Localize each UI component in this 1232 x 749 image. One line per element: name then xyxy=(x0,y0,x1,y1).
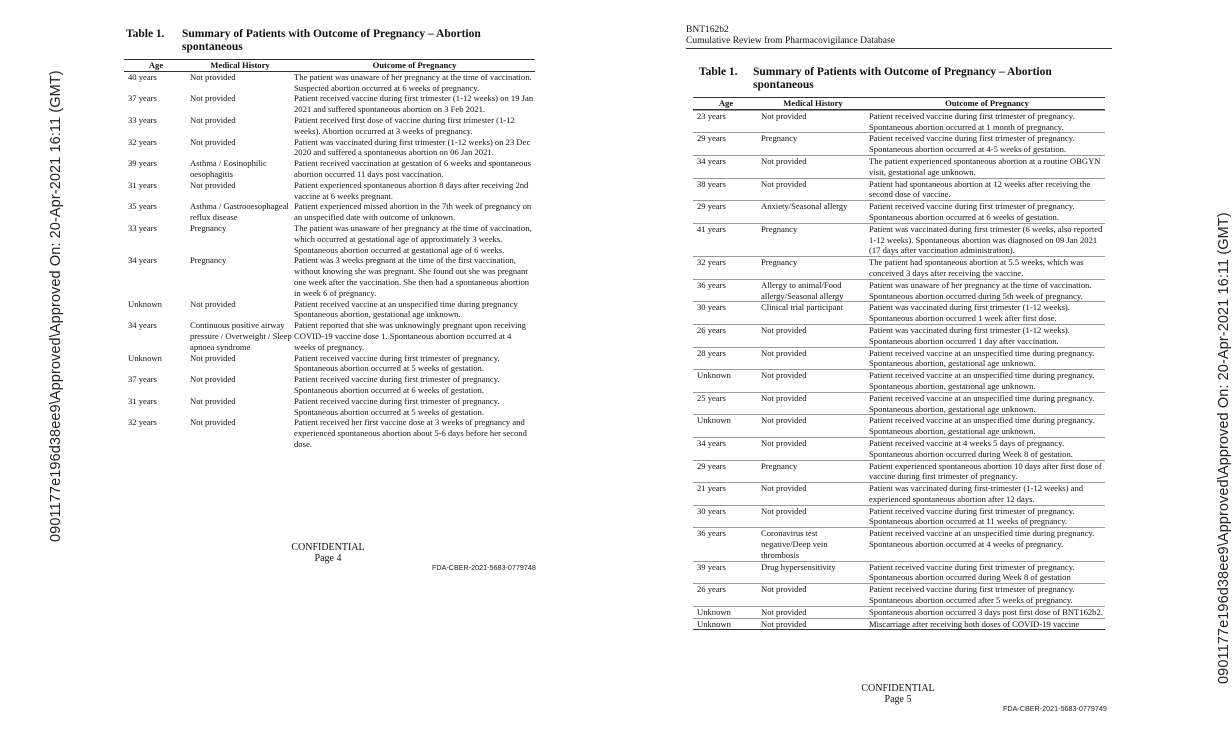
cell-medical-history: Clinical trial participant xyxy=(761,302,844,313)
confidential-label: CONFIDENTIAL xyxy=(291,542,365,553)
cell-medical-history: Not provided xyxy=(190,179,236,190)
cell-outcome: Patient received vaccine during first trimester of pregnancy. Spontaneous abortion occurred at 6 weeks of gestation. xyxy=(869,201,1075,222)
cell-outcome: Patient received vaccine during first trimester of pregnancy. Spontaneous abortion occurred at 4-5 weeks of gestation. xyxy=(869,133,1075,155)
page-number: Page 5 xyxy=(884,694,912,705)
cell-outcome: The patient was unaware of her pregnancy at the time of vaccination, which occurred at gestational age of approximately 3 weeks. Spontaneous abortion occurred at gestational age of 6 weeks. xyxy=(294,222,532,255)
cell-age: 23 years xyxy=(697,110,726,121)
cell-outcome: Patient received vaccine at an unspecified time during pregnancy. Spontaneous abortion occurred at 4 weeks of pregnancy. xyxy=(869,528,1095,550)
cell-medical-history: Asthma / Eosinophilic oesophagitis xyxy=(190,158,267,179)
cell-age: 39 years xyxy=(128,158,157,169)
cell-medical-history: Not provided xyxy=(190,374,236,385)
table-row xyxy=(693,583,1105,606)
column-header-medical-history: Medical History xyxy=(210,60,270,70)
cell-outcome: Patient received vaccine during first trimester of pregnancy. Spontaneous abortion occurred at 6 weeks of gestation. xyxy=(294,374,500,395)
cell-medical-history: Not provided xyxy=(761,584,807,595)
table-row xyxy=(693,200,1105,223)
cell-outcome: Patient experienced spontaneous abortion 8 days after receiving 2nd vaccine at 6 weeks pregnant. xyxy=(294,179,529,201)
table-row xyxy=(693,414,1105,437)
running-header xyxy=(686,25,1112,49)
cell-outcome: Spontaneous abortion occurred 3 days post first dose of BNT162b2. xyxy=(869,606,1103,617)
cell-age: 32 years xyxy=(128,136,157,147)
cell-medical-history: Continuous positive airway pressure / Overweight / Sleep apnoea syndrome xyxy=(190,320,292,352)
table-header xyxy=(693,97,1105,110)
table-row xyxy=(693,606,1105,618)
cell-medical-history: Not provided xyxy=(190,93,236,104)
cell-medical-history: Pregnancy xyxy=(761,257,798,268)
table-label: Table 1. xyxy=(699,66,738,78)
table-body xyxy=(124,72,535,450)
cell-age: 33 years xyxy=(128,114,157,125)
cell-medical-history: Not provided xyxy=(761,606,807,617)
cell-outcome: Patient had spontaneous abortion at 12 weeks after receiving the second dose of vaccine. xyxy=(869,178,1091,200)
table-row xyxy=(124,374,535,396)
table-title-text: Summary of Patients with Outcome of Pregnancy – Abortion spontaneous xyxy=(182,28,481,53)
cell-outcome: Patient received vaccine at an unspecified time during pregnancy. Spontaneous abortion, gestational age unknown. xyxy=(869,370,1095,391)
table-row xyxy=(124,223,535,255)
table-row xyxy=(124,93,535,115)
cell-outcome: Patient received vaccine during first trimester of pregnancy. Spontaneous abortion occurred after 5 weeks of pregnancy. xyxy=(869,584,1075,606)
cell-outcome: Patient was vaccinated during first trimester (1-12 weeks) on 23 Dec 2020 and suffered a spontaneous abortion on 06 Jan 2021. xyxy=(294,136,531,158)
column-header-outcome: Outcome of Pregnancy xyxy=(945,98,1029,108)
cell-medical-history: Not provided xyxy=(761,370,807,381)
table-title-text: Summary of Patients with Outcome of Pregnancy – Abortion spontaneous xyxy=(753,66,1052,91)
table-row xyxy=(124,396,535,418)
table-title xyxy=(126,28,526,56)
approval-stamp: 0901177e196d38ee9\Approved\Approved On: 20-Apr-2021 16:11 (GMT) xyxy=(1216,212,1232,684)
cell-medical-history: Not provided xyxy=(761,178,807,189)
cell-outcome: Patient received vaccine at an unspecified time during pregnancy. Spontaneous abortion, gestational age unknown. xyxy=(869,415,1095,437)
cell-medical-history: Pregnancy xyxy=(761,133,798,144)
cell-age: 36 years xyxy=(697,528,726,539)
table-row xyxy=(124,115,535,137)
cell-outcome: Patient was unaware of her pregnancy at the time of vaccination. Spontaneous abortion occurred during 5th week of pregnancy. xyxy=(869,279,1092,301)
cell-medical-history: Pregnancy xyxy=(761,223,798,234)
cell-age: 34 years xyxy=(128,320,157,331)
cell-age: 34 years xyxy=(128,255,157,266)
table-row xyxy=(693,561,1105,584)
page-number: Page 4 xyxy=(314,553,342,564)
cell-medical-history: Coronavirus test negative/Deep vein thrombosis xyxy=(761,528,828,560)
cell-age: 41 years xyxy=(697,223,726,234)
cell-medical-history: Not provided xyxy=(761,505,807,516)
cell-age: 32 years xyxy=(697,257,726,268)
cell-age: 35 years xyxy=(128,201,157,212)
cell-age: 33 years xyxy=(128,222,157,233)
cell-outcome: Patient received vaccination at gestation of 6 weeks and spontaneous abortion occurred 11 days post vaccination. xyxy=(294,158,531,179)
cell-outcome: Patient was vaccinated during first-trimester (1-12 weeks) and experienced spontaneous abortion after 12 days. xyxy=(869,483,1084,504)
cell-outcome: Patient received first dose of vaccine during first trimester (1-12 weeks). Abortion occurred at 3 weeks of pregnancy. xyxy=(294,114,515,136)
cell-age: 37 years xyxy=(128,93,157,104)
cell-outcome: Patient received vaccine during first trimester (1-12 weeks) on 19 Jan 2021 and suffered spontaneous abortion on 3 Feb 2021. xyxy=(294,93,534,115)
table-row xyxy=(693,392,1105,415)
table-row xyxy=(693,460,1105,483)
cell-medical-history: Not provided xyxy=(761,437,807,448)
cell-outcome: Patient received vaccine at an unspecified time during pregnancy. Spontaneous abortion, gestational age unknown. xyxy=(869,392,1095,414)
table-row xyxy=(693,347,1105,370)
table-row xyxy=(693,155,1105,178)
cell-outcome: Patient received vaccine at 4 weeks 5 days of pregnancy. Spontaneous abortion occurred during Week 8 of gestation. xyxy=(869,437,1073,459)
cell-age: 26 years xyxy=(697,584,726,595)
table-row xyxy=(693,437,1105,460)
table-row xyxy=(124,320,535,352)
cell-medical-history: Asthma / Gastrooesophageal reflux disease xyxy=(190,201,289,223)
cell-age: Unknown xyxy=(697,606,731,617)
table-row xyxy=(693,505,1105,528)
table-title xyxy=(699,66,1099,94)
cell-age: Unknown xyxy=(128,298,162,309)
cell-medical-history: Not provided xyxy=(761,324,807,335)
table-row xyxy=(124,353,535,375)
cell-outcome: Patient experienced missed abortion in the 7th week of pregnancy on an unspecified date with outcome of unknown. xyxy=(294,201,532,223)
patient-table xyxy=(693,97,1105,630)
table-row xyxy=(693,527,1105,560)
table-row xyxy=(124,137,535,159)
cell-medical-history: Not provided xyxy=(190,417,236,428)
page-footer xyxy=(280,542,376,564)
cell-outcome: Patient experienced spontaneous abortion 10 days after first dose of vaccine during first trimester of pregnancy. xyxy=(869,460,1102,482)
document-page-4 xyxy=(0,0,600,749)
table-row xyxy=(693,324,1105,347)
cell-age: 37 years xyxy=(128,374,157,385)
patient-table xyxy=(124,59,535,450)
cell-age: 26 years xyxy=(697,324,726,335)
cell-age: 31 years xyxy=(128,395,157,406)
cell-outcome: Patient received vaccine during first trimester of pregnancy. Spontaneous abortion occurred at 11 weeks of pregnancy. xyxy=(869,505,1075,527)
cell-medical-history: Pregnancy xyxy=(761,460,798,471)
cell-medical-history: Not provided xyxy=(761,415,807,426)
table-row xyxy=(693,110,1105,133)
cell-outcome: Patient received vaccine at an unspecified time during pregnancy Spontaneous abortion, gestational age unknown. xyxy=(294,298,518,320)
cell-medical-history: Not provided xyxy=(190,136,236,147)
cell-outcome: Patient was vaccinated during first trimester (1-12 weeks). Spontaneous abortion occurred 1 day after vaccination. xyxy=(869,324,1070,346)
cell-outcome: Patient received vaccine at an unspecified time during pregnancy. Spontaneous abortion, gestational age unknown. xyxy=(869,347,1095,369)
cell-medical-history: Not provided xyxy=(190,298,236,309)
table-row xyxy=(693,369,1105,392)
cell-age: Unknown xyxy=(697,415,731,426)
cell-medical-history: Allergy to animal/Food allergy/Seasonal allergy xyxy=(761,279,844,301)
cell-age: Unknown xyxy=(697,618,731,629)
cell-age: 21 years xyxy=(697,483,726,494)
cell-medical-history: Anxiety/Seasonal allergy xyxy=(761,201,848,212)
cell-medical-history: Not provided xyxy=(190,114,236,125)
table-row xyxy=(693,256,1105,279)
table-header xyxy=(124,59,535,72)
cell-age: 32 years xyxy=(128,417,157,428)
cell-age: 30 years xyxy=(697,302,726,313)
cell-age: Unknown xyxy=(697,370,731,381)
cell-medical-history: Not provided xyxy=(761,618,807,629)
column-header-age: Age xyxy=(718,98,734,108)
cell-outcome: Patient was vaccinated during first trimester (6 weeks, also reported 1-12 weeks). Spontaneous abortion was diagnosed on 09 Jan 2021 (17 days after vaccination administration). xyxy=(869,223,1103,256)
cell-age: 34 years xyxy=(697,155,726,166)
cell-medical-history: Not provided xyxy=(761,110,807,121)
cell-medical-history: Not provided xyxy=(190,395,236,406)
table-row xyxy=(693,618,1105,631)
cell-medical-history: Not provided xyxy=(190,352,236,363)
cell-outcome: Patient received vaccine during first trimester of pregnancy. Spontaneous abortion occurred at 5 weeks of gestation. xyxy=(294,352,500,374)
cell-outcome: Patient received vaccine during first trimester of pregnancy. Spontaneous abortion occurred during Week 8 of gestation xyxy=(869,561,1075,583)
cell-age: Unknown xyxy=(128,352,162,363)
document-id: FDA-CBER-2021-5683-0779749 xyxy=(1003,704,1107,713)
cell-age: 40 years xyxy=(128,71,157,82)
cell-age: 31 years xyxy=(128,179,157,190)
cell-age: 36 years xyxy=(697,279,726,290)
confidential-label: CONFIDENTIAL xyxy=(861,683,935,694)
table-row xyxy=(693,279,1105,302)
column-header-outcome: Outcome of Pregnancy xyxy=(372,60,457,70)
cell-outcome: The patient was unaware of her pregnancy at the time of vaccination. Suspected abortion occurred at 6 weeks of pregnancy. xyxy=(294,71,532,93)
cell-medical-history: Not provided xyxy=(761,392,807,403)
table-row xyxy=(124,158,535,180)
cell-outcome: Miscarriage after receiving both doses of COVID-19 vaccine xyxy=(869,618,1080,629)
cell-outcome: The patient had spontaneous abortion at 5.5 weeks, which was conceived 3 days after receiving the vaccine. xyxy=(869,257,1084,278)
cell-medical-history: Not provided xyxy=(190,71,236,82)
cell-medical-history: Not provided xyxy=(761,483,807,494)
table-row xyxy=(124,417,535,449)
table-row xyxy=(693,132,1105,155)
cell-age: 30 years xyxy=(697,505,726,516)
approval-stamp: 0901177e196d38ee9\Approved\Approved On: 20-Apr-2021 16:11 (GMT) xyxy=(48,70,64,542)
column-header-medical-history: Medical History xyxy=(783,98,843,108)
cell-age: 28 years xyxy=(697,347,726,358)
table-row xyxy=(693,178,1105,201)
cell-age: 25 years xyxy=(697,392,726,403)
cell-age: 38 years xyxy=(697,178,726,189)
document-id: FDA-CBER-2021-5683-0779748 xyxy=(432,563,536,572)
cell-age: 29 years xyxy=(697,133,726,144)
table-row xyxy=(124,201,535,223)
cell-medical-history: Pregnancy xyxy=(190,222,227,233)
cell-age: 34 years xyxy=(697,437,726,448)
column-header-age: Age xyxy=(148,60,164,70)
cell-medical-history: Pregnancy xyxy=(190,255,227,266)
cell-outcome: Patient received vaccine during first trimester of pregnancy. Spontaneous abortion occurred at 5 weeks of gestation. xyxy=(294,395,500,417)
table-label: Table 1. xyxy=(126,28,165,40)
header-product: BNT162b2 xyxy=(686,25,729,35)
cell-age: 29 years xyxy=(697,460,726,471)
table-row xyxy=(124,299,535,321)
cell-outcome: The patient experienced spontaneous abortion at a routine OBGYN visit, gestational age unknown. xyxy=(869,155,1101,177)
cell-outcome: Patient was vaccinated during first trimester (1-12 weeks). Spontaneous abortion occurred 1 week after first dose. xyxy=(869,302,1070,324)
table-row xyxy=(693,482,1105,505)
table-row xyxy=(693,223,1105,256)
cell-age: 29 years xyxy=(697,201,726,212)
table-row xyxy=(124,72,535,94)
header-report-title: Cumulative Review from Pharmacovigilance Database xyxy=(686,36,895,46)
cell-outcome: Patient reported that she was unknowingly pregnant upon receiving COVID-19 vaccine dose 1. Spontaneous abortion occurred at 4 weeks of pregnancy. xyxy=(294,320,526,352)
table-body xyxy=(693,110,1105,631)
cell-medical-history: Drug hypersensitivity xyxy=(761,561,836,572)
table-row xyxy=(693,301,1105,324)
cell-outcome: Patient received her first vaccine dose at 3 weeks of pregnancy and experienced spontaneous abortion about 5-6 days before her second dose. xyxy=(294,417,527,449)
cell-outcome: Patient received vaccine during first trimester of pregnancy. Spontaneous abortion occurred at 1 month of pregnancy. xyxy=(869,110,1075,132)
cell-outcome: Patient was 3 weeks pregnant at the time of the first vaccination, without knowing she was pregnant. She found out she was pregnant one week after the vaccination. She then had a spontaneous abortion in week 6 of pregnancy. xyxy=(294,255,530,298)
cell-medical-history: Not provided xyxy=(761,155,807,166)
table-row xyxy=(124,255,535,298)
cell-age: 39 years xyxy=(697,561,726,572)
page-footer xyxy=(850,683,946,705)
table-row xyxy=(124,180,535,202)
cell-medical-history: Not provided xyxy=(761,347,807,358)
